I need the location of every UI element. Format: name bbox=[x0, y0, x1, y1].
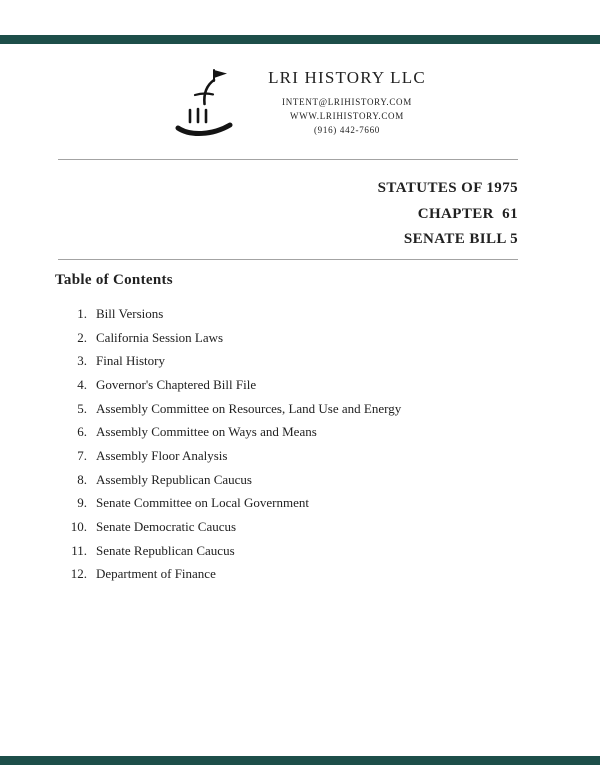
toc-item-number: 10. bbox=[70, 519, 87, 535]
toc-item-label: Senate Republican Caucus bbox=[96, 542, 235, 558]
toc-item bbox=[55, 326, 525, 350]
toc-item bbox=[55, 563, 525, 587]
top-accent-band bbox=[0, 35, 600, 44]
toc-item bbox=[55, 373, 525, 397]
toc-item-label: California Session Laws bbox=[96, 329, 224, 345]
toc-item-number: 1. bbox=[77, 305, 87, 321]
toc-item-label: Final History bbox=[96, 353, 165, 369]
toc-item-number: 11. bbox=[71, 542, 87, 558]
toc-item-number: 4. bbox=[77, 376, 87, 392]
chapter-line: CHAPTER 61 bbox=[417, 205, 518, 222]
senate-bill-line: SENATE BILL 5 bbox=[403, 231, 518, 247]
toc-item-number: 6. bbox=[77, 424, 87, 440]
company-website: WWW.LRIHISTORY.COM bbox=[290, 111, 404, 121]
toc-item-label: Senate Committee on Local Government bbox=[96, 495, 309, 511]
letterhead bbox=[0, 60, 600, 140]
section-divider bbox=[58, 259, 518, 260]
toc-item bbox=[55, 420, 525, 444]
toc-item-label: Assembly Floor Analysis bbox=[96, 447, 228, 463]
header-divider bbox=[58, 159, 518, 160]
toc-item bbox=[55, 302, 525, 326]
toc-item bbox=[55, 492, 525, 516]
toc-item-label: Assembly Committee on Ways and Means bbox=[96, 424, 317, 440]
capitol-sketch-icon bbox=[174, 66, 236, 140]
toc-item-label: Senate Democratic Caucus bbox=[96, 519, 237, 535]
toc-item-number: 12. bbox=[70, 566, 87, 582]
toc-item-label: Assembly Committee on Resources, Land Use and Energy bbox=[96, 400, 402, 416]
toc-item-label: Bill Versions bbox=[96, 305, 164, 321]
bottom-accent-band bbox=[0, 756, 600, 765]
toc-item bbox=[55, 349, 525, 373]
toc-item bbox=[55, 444, 525, 468]
company-name: LRI HISTORY LLC bbox=[268, 68, 426, 87]
citation-block bbox=[58, 176, 518, 253]
toc-item-label: Department of Finance bbox=[96, 566, 216, 582]
statutes-line: STATUTES OF 1975 bbox=[377, 180, 518, 196]
toc-title: Table of Contents bbox=[55, 272, 173, 288]
toc-item-number: 2. bbox=[77, 329, 87, 345]
toc-item bbox=[55, 468, 525, 492]
toc-item bbox=[55, 515, 525, 539]
toc-item bbox=[55, 397, 525, 421]
toc-item-number: 8. bbox=[77, 471, 87, 487]
toc-list bbox=[55, 302, 525, 586]
toc-item-number: 9. bbox=[77, 495, 87, 511]
company-block bbox=[268, 60, 426, 137]
toc-item-number: 7. bbox=[77, 447, 87, 463]
company-phone: (916) 442-7660 bbox=[313, 125, 381, 135]
company-email: INTENT@LRIHISTORY.COM bbox=[282, 97, 412, 107]
toc-item-label: Assembly Republican Caucus bbox=[96, 471, 252, 487]
toc-item bbox=[55, 539, 525, 563]
toc-item-label: Governor's Chaptered Bill File bbox=[96, 376, 257, 392]
toc-item-number: 5. bbox=[77, 400, 87, 416]
toc-item-number: 3. bbox=[77, 353, 87, 369]
